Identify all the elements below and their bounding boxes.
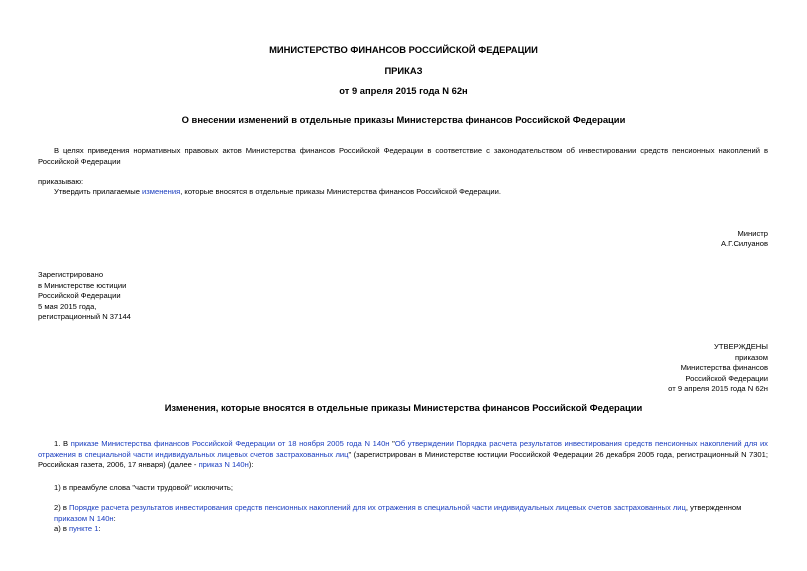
preamble-paragraph: В целях приведения нормативных правовых актов Министерства финансов Российской Федерации в соответствие с законодательством об инвестировании средств пенсионных накоплений в Российской Федерации [38, 146, 768, 166]
changes-link[interactable]: изменения [142, 187, 181, 196]
procedure-title-link[interactable]: Об утверждении Порядка расчета результатов инвестирования средств пенсионных накоплений для их отражения в специальной части индивидуальных лицевых счетов застрахованных лиц [38, 439, 768, 459]
item-a-paragraph [54, 524, 101, 535]
item-1-quote-open: " [389, 439, 395, 448]
order-140n-link[interactable]: приказе Министерства финансов Российской Федерации от 18 ноября 2005 года N 140н [70, 439, 390, 448]
item-a-suffix: : [98, 524, 101, 533]
approved-block [668, 342, 768, 395]
item-1-2-mid: , утвержденном [685, 503, 742, 512]
order-140n-short-link[interactable]: приказ N 140н [198, 460, 249, 469]
item-a-prefix: а) в [54, 524, 70, 533]
order-word: приказываю: [38, 177, 84, 186]
procedure-link[interactable]: Порядке расчета результатов инвестирования средств пенсионных накоплений для их отражения в специальной части индивидуальных лицевых счетов застрахованных лиц [69, 503, 686, 512]
approve-text-after: , которые вносятся в отдельные приказы Министерства финансов Российской Федерации. [180, 187, 501, 196]
approve-text-before: Утвердить прилагаемые [54, 187, 143, 196]
item-1-prefix: 1. В [54, 439, 71, 448]
signature-name: А.Г.Силуанов [720, 239, 768, 248]
registration-line: Зарегистрировано [38, 270, 104, 279]
item-1-suffix: ): [248, 460, 254, 469]
clause-1-link[interactable]: пункте 1 [69, 524, 99, 533]
item-1-paragraph [38, 439, 768, 471]
changes-title: Изменения, которые вносятся в отдельные приказы Министерства финансов Российской Федерации [164, 402, 643, 413]
registration-block [38, 270, 131, 323]
document-subject: О внесении изменений в отдельные приказы Министерства финансов Российской Федерации [181, 114, 626, 125]
approved-line: Российской Федерации [685, 373, 768, 383]
registration-line: в Министерстве юстиции [38, 280, 127, 290]
item-1-registration-text: " (зарегистрирован в Министерстве юстиции Российской Федерации 26 декабря 2005 года, регистрационный N 7301; Российская газета, 2006, 17 января) (далее - [38, 449, 768, 469]
ministry-heading: МИНИСТЕРСТВО ФИНАНСОВ РОССИЙСКОЙ ФЕДЕРАЦИИ [269, 44, 538, 55]
signature-position: Министр [737, 229, 768, 238]
document-type: ПРИКАЗ [384, 65, 423, 76]
approved-line: от 9 апреля 2015 года N 62н [668, 384, 768, 393]
order-140n-approved-link[interactable]: приказом N 140н [54, 513, 114, 523]
item-1-2-prefix: 2) в [54, 503, 70, 512]
item-1-2-paragraph [54, 503, 768, 524]
registration-line: 5 мая 2015 года, [38, 301, 97, 311]
approved-line: Министерства финансов [680, 363, 768, 372]
approve-paragraph [54, 187, 768, 198]
approved-line: приказом [734, 352, 768, 362]
item-1-1-paragraph: 1) в преамбуле слова "части трудовой" исключить; [54, 483, 234, 492]
registration-line: регистрационный N 37144 [38, 312, 131, 321]
registration-line: Российской Федерации [38, 291, 121, 300]
approved-line: УТВЕРЖДЕНЫ [714, 342, 768, 351]
document-date-number: от 9 апреля 2015 года N 62н [339, 85, 468, 96]
item-1-2-suffix: : [113, 513, 116, 523]
